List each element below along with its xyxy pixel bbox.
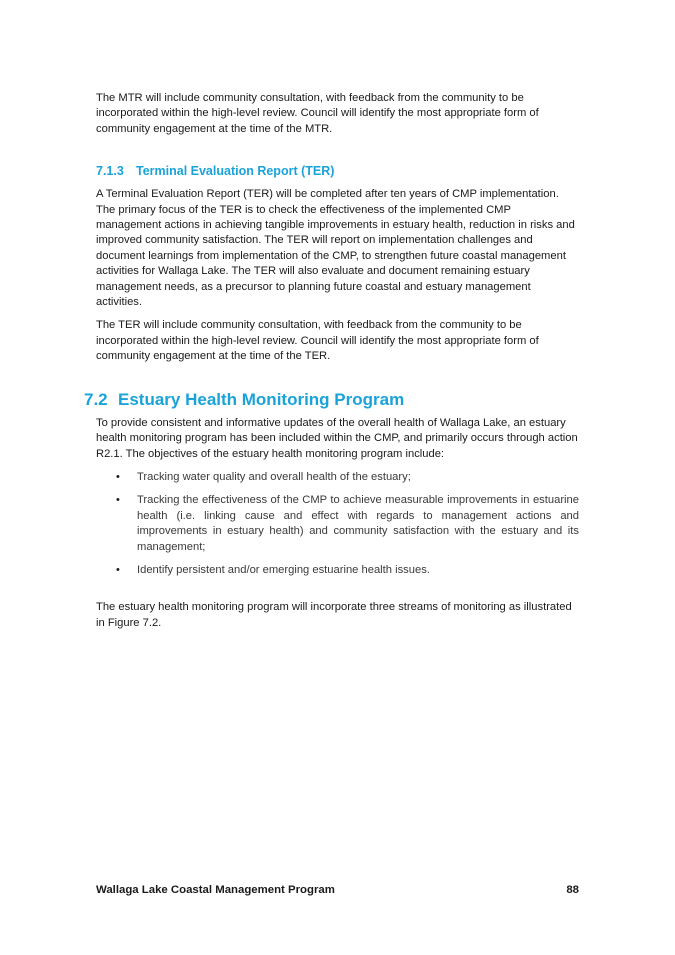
list-item-text: Tracking water quality and overall health of the estuary; [137,470,411,483]
ter-paragraph-2: The TER will include community consultation, with feedback from the community to be incorporated within the high-level review. Council will identify the most appropriate form of community engagement at the time of the TER. [96,319,539,363]
section-heading-7-2 [84,389,579,411]
intro-paragraph: The MTR will include community consultation, with feedback from the community to be incorporated within the high-level review. Council will identify the most appropriate form of community engagement at the time of the MTR. [96,92,539,135]
list-item [96,470,579,485]
list-item [96,563,579,578]
page-number: 88 [566,884,579,896]
page-footer [96,884,579,896]
list-item-text: Identify persistent and/or emerging estuarine health issues. [137,563,430,576]
section-heading-7-1-3 [96,163,579,179]
monitoring-closing-paragraph: The estuary health monitoring program will incorporate three streams of monitoring as illustrated in Figure 7.2. [96,601,572,629]
document-body [84,91,579,631]
section-title: Terminal Evaluation Report (TER) [136,164,335,179]
ter-paragraph-1: A Terminal Evaluation Report (TER) will be completed after ten years of CMP implementation. The primary focus of the TER is to check the effectiveness of the implemented CMP management actions in achieving tangible improvements in estuary health, reduction in risks and improved community satisfaction. The TER will report on implementation challenges and document learnings from implementation of the CMP, to strengthen future coastal management activities for Wallaga Lake. The TER will also evaluate and document remaining estuary management needs, as a precursor to planning future coastal and estuary management activities. [96,188,575,309]
list-item-text: Tracking the effectiveness of the CMP to achieve measurable improvements in estuarine health (i.e. linking cause and effect with regards to management actions and improvements in estuary health) and community satisfaction with the estuary and its management; [137,494,579,553]
footer-title: Wallaga Lake Coastal Management Program [96,884,335,896]
bullet-icon: • [116,470,120,483]
bullet-icon: • [116,563,120,576]
bullet-icon: • [116,494,120,507]
section-title: Estuary Health Monitoring Program [118,389,405,409]
section-number: 7.1.3 [96,164,124,179]
section-number: 7.2 [84,389,108,409]
objectives-list [96,470,579,578]
monitoring-paragraph-1: To provide consistent and informative updates of the overall health of Wallaga Lake, an estuary health monitoring program has been included within the CMP, and primarily occurs through action R2.1. The objectives of the estuary health monitoring program include: [96,416,578,460]
list-item [96,493,579,555]
